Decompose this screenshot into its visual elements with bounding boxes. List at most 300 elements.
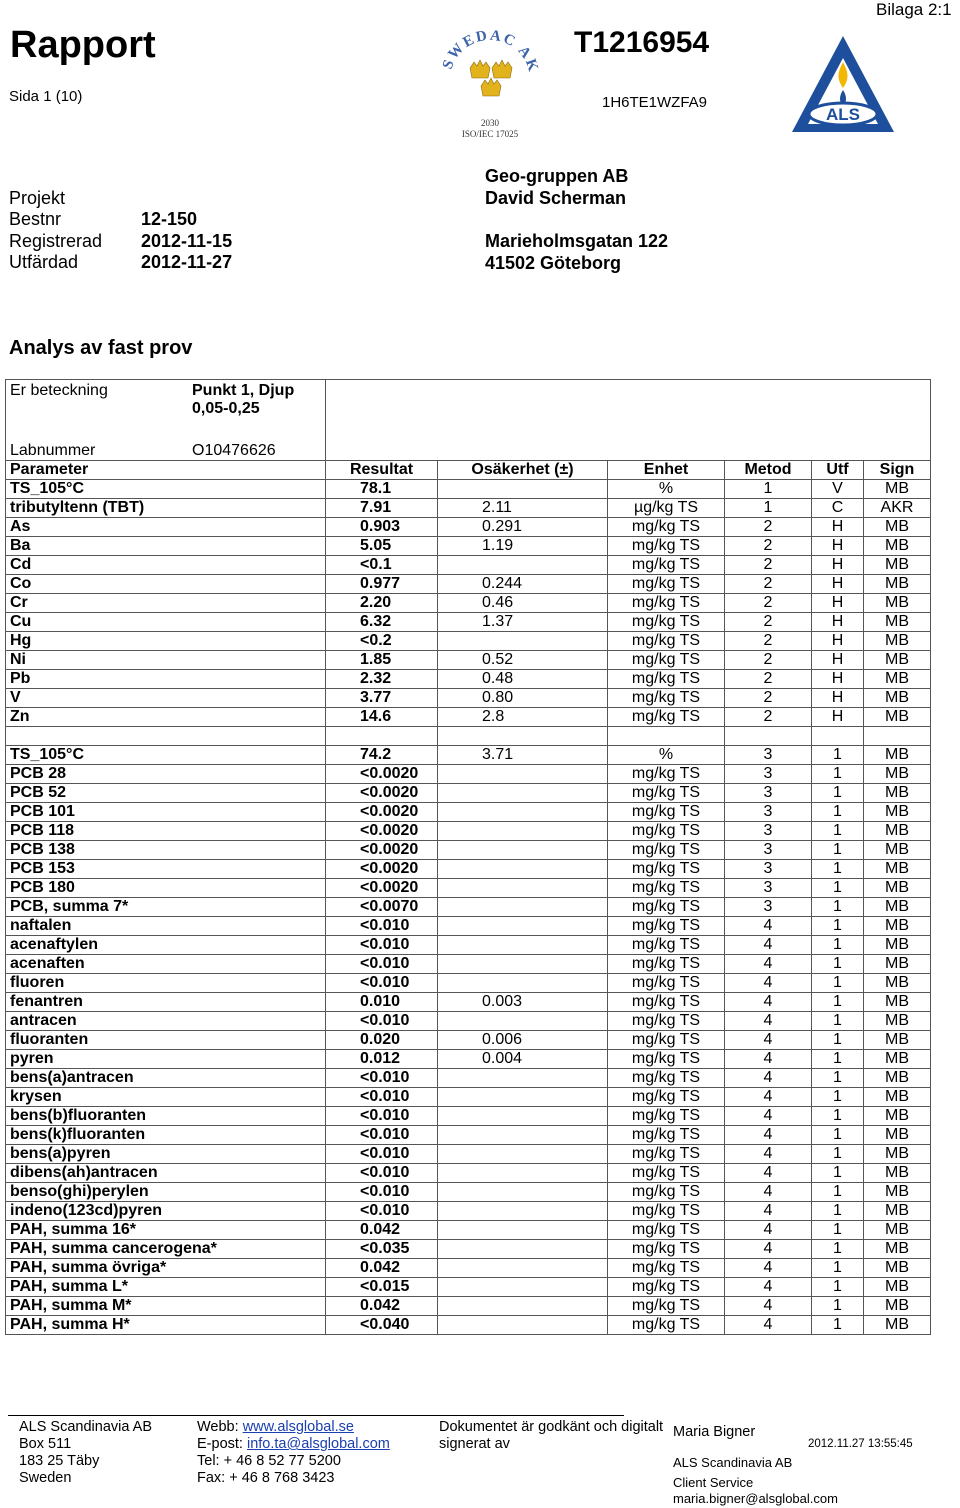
cell-parameter: PAH, summa 16* <box>6 1221 326 1240</box>
table-row <box>6 670 931 689</box>
cell-resultat: 2.20 <box>326 594 438 613</box>
cell-osakerhet <box>438 1069 608 1088</box>
cell-sign: MB <box>864 1297 931 1316</box>
cell-parameter: PCB 138 <box>6 841 326 860</box>
cell-osakerhet <box>438 1164 608 1183</box>
cell-resultat: <0.0020 <box>326 822 438 841</box>
cell-utf: H <box>812 632 864 651</box>
cell-osakerhet <box>438 1183 608 1202</box>
cell-enhet: mg/kg TS <box>608 1278 725 1297</box>
cell-utf: 1 <box>812 1297 864 1316</box>
cell-sign: MB <box>864 689 931 708</box>
cell-enhet: mg/kg TS <box>608 784 725 803</box>
cell-utf: 1 <box>812 1316 864 1335</box>
cell-osakerhet <box>438 879 608 898</box>
cell-osakerhet: 0.004 <box>438 1050 608 1069</box>
cell-enhet: mg/kg TS <box>608 670 725 689</box>
table-row <box>6 1202 931 1221</box>
cell-parameter: acenaftylen <box>6 936 326 955</box>
als-text: ALS <box>826 105 860 124</box>
cell-parameter: PAH, summa H* <box>6 1316 326 1335</box>
bestnr-label: Bestnr <box>9 209 62 229</box>
attachment-label: Bilaga 2:1 <box>876 0 952 19</box>
cell-metod: 2 <box>725 670 812 689</box>
cell-parameter: Pb <box>6 670 326 689</box>
table-row <box>6 537 931 556</box>
cell-utf: H <box>812 708 864 727</box>
table-row <box>6 1316 931 1335</box>
cell-utf: 1 <box>812 1259 864 1278</box>
cell-enhet: mg/kg TS <box>608 1164 725 1183</box>
cell-osakerhet <box>438 917 608 936</box>
table-row <box>6 708 931 727</box>
cell-resultat: 74.2 <box>326 746 438 765</box>
cell-parameter: fenantren <box>6 993 326 1012</box>
utfardad-value: 2012-11-27 <box>141 252 233 272</box>
col-header-metod: Metod <box>725 461 812 480</box>
cell-utf: 1 <box>812 1088 864 1107</box>
cell-osakerhet <box>438 1316 608 1335</box>
table-row <box>6 1278 931 1297</box>
table-row <box>6 651 931 670</box>
table-row <box>6 1050 931 1069</box>
cell-utf: 1 <box>812 1240 864 1259</box>
cell-sign: MB <box>864 632 931 651</box>
cell-osakerhet <box>438 898 608 917</box>
cell-enhet: mg/kg TS <box>608 917 725 936</box>
cell-enhet: mg/kg TS <box>608 879 725 898</box>
cell-utf: V <box>812 480 864 499</box>
cell-enhet: % <box>608 746 725 765</box>
cell-osakerhet <box>438 1297 608 1316</box>
email-link[interactable]: info.ta@alsglobal.com <box>246 1436 390 1452</box>
cell-metod: 4 <box>725 974 812 993</box>
cell-resultat: <0.010 <box>326 1183 438 1202</box>
cell-utf <box>812 727 864 746</box>
cell-parameter: PCB 101 <box>6 803 326 822</box>
cell-parameter: pyren <box>6 1050 326 1069</box>
cell-resultat: <0.0020 <box>326 841 438 860</box>
cell-osakerhet <box>438 556 608 575</box>
cell-metod: 4 <box>725 993 812 1012</box>
cell-parameter: fluoren <box>6 974 326 993</box>
cell-sign: MB <box>864 1316 931 1335</box>
cell-metod: 3 <box>725 841 812 860</box>
cell-resultat: <0.010 <box>326 1012 438 1031</box>
cell-resultat: 0.977 <box>326 575 438 594</box>
beteckning-line-1: Punkt 1, Djup <box>192 382 295 399</box>
cell-utf: 1 <box>812 765 864 784</box>
cell-metod: 3 <box>725 803 812 822</box>
cell-enhet <box>608 727 725 746</box>
table-row <box>6 727 931 746</box>
cell-resultat: <0.010 <box>326 1202 438 1221</box>
table-row <box>6 1088 931 1107</box>
cell-utf: H <box>812 575 864 594</box>
cell-osakerhet: 1.19 <box>438 537 608 556</box>
cell-parameter: TS_105°C <box>6 746 326 765</box>
signer-role: Client Service <box>673 1475 754 1490</box>
cell-sign: MB <box>864 860 931 879</box>
cell-osakerhet <box>438 784 608 803</box>
cell-osakerhet <box>438 1278 608 1297</box>
email-label: E-post: <box>197 1436 243 1452</box>
cell-sign: MB <box>864 1221 931 1240</box>
cell-parameter: acenaften <box>6 955 326 974</box>
cell-sign: MB <box>864 1088 931 1107</box>
cell-osakerhet <box>438 803 608 822</box>
table-header-row <box>6 461 931 480</box>
cell-metod: 4 <box>725 917 812 936</box>
cell-sign: MB <box>864 879 931 898</box>
cell-sign: MB <box>864 1183 931 1202</box>
col-header-resultat: Resultat <box>326 461 438 480</box>
cell-resultat: 3.77 <box>326 689 438 708</box>
cell-metod: 2 <box>725 518 812 537</box>
cell-metod: 2 <box>725 594 812 613</box>
cell-utf: 1 <box>812 860 864 879</box>
col-header-parameter: Parameter <box>6 461 326 480</box>
table-row <box>6 784 931 803</box>
sample-designation-row <box>6 380 931 443</box>
cell-sign: MB <box>864 822 931 841</box>
cell-sign: MB <box>864 898 931 917</box>
cell-metod: 4 <box>725 1164 812 1183</box>
table-row <box>6 518 931 537</box>
beteckning-label: Er beteckning <box>10 382 108 399</box>
cell-osakerhet: 0.291 <box>438 518 608 537</box>
cell-utf: 1 <box>812 1145 864 1164</box>
client-street: Marieholmsgatan 122 <box>485 231 669 251</box>
cell-utf: 1 <box>812 1164 864 1183</box>
cell-sign: MB <box>864 841 931 860</box>
cell-metod: 3 <box>725 784 812 803</box>
beteckning-line-2: 0,05-0,25 <box>192 400 260 417</box>
cell-sign: MB <box>864 708 931 727</box>
cell-enhet: mg/kg TS <box>608 1183 725 1202</box>
table-row <box>6 556 931 575</box>
cell-utf: 1 <box>812 784 864 803</box>
cell-metod: 2 <box>725 651 812 670</box>
table-row <box>6 632 931 651</box>
cell-resultat: <0.2 <box>326 632 438 651</box>
cell-enhet: mg/kg TS <box>608 651 725 670</box>
cell-utf: H <box>812 651 864 670</box>
cell-osakerhet <box>438 1240 608 1259</box>
labnummer-row <box>6 442 931 461</box>
results-table <box>5 379 931 1335</box>
cell-enhet: mg/kg TS <box>608 974 725 993</box>
cell-metod <box>725 727 812 746</box>
signer-name: Maria Bigner <box>673 1424 756 1440</box>
cell-enhet: mg/kg TS <box>608 1259 725 1278</box>
cell-metod: 1 <box>725 480 812 499</box>
cell-sign: MB <box>864 556 931 575</box>
cell-resultat: <0.010 <box>326 1088 438 1107</box>
col-header-enhet: Enhet <box>608 461 725 480</box>
cell-enhet: mg/kg TS <box>608 841 725 860</box>
cell-resultat: 0.042 <box>326 1297 438 1316</box>
cell-osakerhet <box>438 632 608 651</box>
cell-osakerhet <box>438 1126 608 1145</box>
cell-resultat: 0.903 <box>326 518 438 537</box>
footer-tel: Tel: + 46 8 52 77 5200 <box>197 1453 341 1469</box>
footer-web <box>197 1419 354 1436</box>
page-number: Sida 1 (10) <box>9 88 83 105</box>
table-row <box>6 1221 931 1240</box>
table-row <box>6 575 931 594</box>
cell-enhet: mg/kg TS <box>608 575 725 594</box>
cell-resultat: <0.010 <box>326 1145 438 1164</box>
cell-parameter: Cu <box>6 613 326 632</box>
cell-osakerhet <box>438 1012 608 1031</box>
cell-osakerhet <box>438 1107 608 1126</box>
cell-metod: 4 <box>725 1278 812 1297</box>
col-header-osakerhet: Osäkerhet (±) <box>438 461 608 480</box>
cell-enhet: mg/kg TS <box>608 708 725 727</box>
cell-sign: MB <box>864 480 931 499</box>
web-label: Webb: <box>197 1419 239 1435</box>
cell-utf: H <box>812 594 864 613</box>
cell-resultat: 0.012 <box>326 1050 438 1069</box>
cell-sign: MB <box>864 974 931 993</box>
table-row <box>6 1107 931 1126</box>
cell-utf: 1 <box>812 1031 864 1050</box>
cell-osakerhet <box>438 727 608 746</box>
cell-metod: 3 <box>725 898 812 917</box>
cell-metod: 4 <box>725 1316 812 1335</box>
cell-parameter: Co <box>6 575 326 594</box>
cell-parameter: Cd <box>6 556 326 575</box>
cell-resultat: <0.0070 <box>326 898 438 917</box>
cell-enhet: mg/kg TS <box>608 898 725 917</box>
signer-company: ALS Scandinavia AB <box>673 1455 793 1470</box>
cell-osakerhet: 0.52 <box>438 651 608 670</box>
cell-metod: 4 <box>725 1050 812 1069</box>
cell-enhet: mg/kg TS <box>608 1050 725 1069</box>
table-row <box>6 1259 931 1278</box>
cell-osakerhet <box>438 1145 608 1164</box>
cell-utf: 1 <box>812 1221 864 1240</box>
cell-osakerhet: 2.11 <box>438 499 608 518</box>
cell-enhet: mg/kg TS <box>608 1126 725 1145</box>
cell-metod: 2 <box>725 613 812 632</box>
cell-resultat: 78.1 <box>326 480 438 499</box>
cell-resultat: 0.020 <box>326 1031 438 1050</box>
cell-parameter: krysen <box>6 1088 326 1107</box>
cell-osakerhet: 0.244 <box>438 575 608 594</box>
cell-utf: H <box>812 556 864 575</box>
cell-resultat: <0.010 <box>326 1107 438 1126</box>
cell-parameter: bens(k)fluoranten <box>6 1126 326 1145</box>
cell-sign: MB <box>864 1164 931 1183</box>
cell-utf: 1 <box>812 822 864 841</box>
table-row <box>6 1126 931 1145</box>
registrerad-value: 2012-11-15 <box>141 231 233 251</box>
cell-enhet: mg/kg TS <box>608 1145 725 1164</box>
cell-osakerhet: 0.003 <box>438 993 608 1012</box>
cell-enhet: mg/kg TS <box>608 613 725 632</box>
table-row <box>6 594 931 613</box>
cell-enhet: mg/kg TS <box>608 1069 725 1088</box>
cell-parameter: PCB, summa 7* <box>6 898 326 917</box>
cell-metod: 4 <box>725 1259 812 1278</box>
cell-sign: MB <box>864 917 931 936</box>
cell-sign: MB <box>864 1012 931 1031</box>
cell-resultat: <0.010 <box>326 936 438 955</box>
cell-utf: 1 <box>812 1183 864 1202</box>
cell-metod: 4 <box>725 1012 812 1031</box>
cell-enhet: mg/kg TS <box>608 822 725 841</box>
cell-enhet: mg/kg TS <box>608 860 725 879</box>
cell-metod: 4 <box>725 1145 812 1164</box>
cell-osakerhet: 0.48 <box>438 670 608 689</box>
cell-parameter: PCB 28 <box>6 765 326 784</box>
cell-sign: MB <box>864 993 931 1012</box>
cell-osakerhet <box>438 1221 608 1240</box>
table-row <box>6 1031 931 1050</box>
cell-osakerhet: 0.46 <box>438 594 608 613</box>
cell-osakerhet <box>438 936 608 955</box>
cell-parameter: TS_105°C <box>6 480 326 499</box>
cell-resultat: <0.0020 <box>326 860 438 879</box>
cell-parameter: naftalen <box>6 917 326 936</box>
cell-metod: 4 <box>725 1183 812 1202</box>
approved-text-2: signerat av <box>439 1436 510 1452</box>
cell-metod: 2 <box>725 537 812 556</box>
cell-parameter: V <box>6 689 326 708</box>
cell-parameter: bens(a)pyren <box>6 1145 326 1164</box>
cell-metod: 4 <box>725 1126 812 1145</box>
cell-enhet: mg/kg TS <box>608 556 725 575</box>
client-contact: David Scherman <box>485 188 627 208</box>
cell-sign: MB <box>864 575 931 594</box>
cell-sign: MB <box>864 1278 931 1297</box>
cell-utf: 1 <box>812 1202 864 1221</box>
cell-enhet: mg/kg TS <box>608 594 725 613</box>
cell-parameter: Cr <box>6 594 326 613</box>
cell-metod: 2 <box>725 689 812 708</box>
cell-utf: C <box>812 499 864 518</box>
cell-utf: 1 <box>812 1012 864 1031</box>
cell-sign: MB <box>864 1202 931 1221</box>
cell-metod: 3 <box>725 746 812 765</box>
table-row <box>6 879 931 898</box>
cell-enhet: mg/kg TS <box>608 1297 725 1316</box>
cell-resultat <box>326 727 438 746</box>
cell-sign: MB <box>864 1031 931 1050</box>
table-row <box>6 898 931 917</box>
web-link[interactable]: www.alsglobal.se <box>242 1419 354 1435</box>
cell-enhet: mg/kg TS <box>608 1221 725 1240</box>
cell-sign: MB <box>864 594 931 613</box>
cell-utf: 1 <box>812 1126 864 1145</box>
cell-osakerhet <box>438 974 608 993</box>
cell-metod: 2 <box>725 556 812 575</box>
cell-parameter: Zn <box>6 708 326 727</box>
cell-enhet: mg/kg TS <box>608 936 725 955</box>
cell-osakerhet <box>438 860 608 879</box>
cell-sign: MB <box>864 955 931 974</box>
cell-utf: 1 <box>812 917 864 936</box>
cell-resultat: 7.91 <box>326 499 438 518</box>
cell-sign: MB <box>864 1240 931 1259</box>
cell-parameter: PCB 52 <box>6 784 326 803</box>
cell-metod: 4 <box>725 1069 812 1088</box>
table-row <box>6 955 931 974</box>
table-row <box>6 1069 931 1088</box>
cell-resultat: <0.0020 <box>326 784 438 803</box>
cell-resultat: 2.32 <box>326 670 438 689</box>
cell-enhet: % <box>608 480 725 499</box>
cell-enhet: mg/kg TS <box>608 803 725 822</box>
cell-resultat: 0.010 <box>326 993 438 1012</box>
approved-text-1: Dokumentet är godkänt och digitalt <box>439 1419 664 1435</box>
cell-resultat: <0.010 <box>326 917 438 936</box>
footer-fax: Fax: + 46 8 768 3423 <box>197 1470 335 1486</box>
cell-parameter: Hg <box>6 632 326 651</box>
cell-sign: MB <box>864 1145 931 1164</box>
cell-osakerhet: 2.8 <box>438 708 608 727</box>
cell-resultat: <0.035 <box>326 1240 438 1259</box>
cell-utf: 1 <box>812 746 864 765</box>
table-row <box>6 1240 931 1259</box>
cell-sign: MB <box>864 1069 931 1088</box>
cell-sign: MB <box>864 537 931 556</box>
client-city: 41502 Göteborg <box>485 253 622 273</box>
cell-sign: MB <box>864 1259 931 1278</box>
report-id: T1216954 <box>574 26 710 59</box>
section-title: Analys av fast prov <box>9 337 193 359</box>
cell-osakerhet <box>438 1202 608 1221</box>
cell-metod: 4 <box>725 1297 812 1316</box>
cell-metod: 4 <box>725 1031 812 1050</box>
cell-utf: 1 <box>812 955 864 974</box>
cell-parameter: PAH, summa L* <box>6 1278 326 1297</box>
cell-resultat: <0.010 <box>326 1164 438 1183</box>
cell-osakerhet: 1.37 <box>438 613 608 632</box>
table-row <box>6 480 931 499</box>
cell-resultat: 0.042 <box>326 1221 438 1240</box>
cell-sign: MB <box>864 613 931 632</box>
als-logo <box>788 32 898 136</box>
cell-resultat: <0.040 <box>326 1316 438 1335</box>
footer-email <box>197 1436 390 1453</box>
cell-resultat: <0.0020 <box>326 879 438 898</box>
cell-parameter <box>6 727 326 746</box>
document-code: 1H6TE1WZFA9 <box>602 94 708 111</box>
cell-parameter: Ba <box>6 537 326 556</box>
col-header-utf: Utf <box>812 461 864 480</box>
cell-parameter: PCB 153 <box>6 860 326 879</box>
registrerad-label: Registrerad <box>9 231 103 251</box>
cell-enhet: mg/kg TS <box>608 1240 725 1259</box>
cell-metod: 4 <box>725 1240 812 1259</box>
cell-resultat: <0.010 <box>326 1069 438 1088</box>
cell-enhet: mg/kg TS <box>608 537 725 556</box>
cell-sign: MB <box>864 1126 931 1145</box>
cell-sign: MB <box>864 1050 931 1069</box>
cell-resultat: <0.015 <box>326 1278 438 1297</box>
labnummer-label: Labnummer <box>10 442 96 459</box>
cell-metod: 2 <box>725 632 812 651</box>
cell-resultat: <0.1 <box>326 556 438 575</box>
table-row <box>6 1145 931 1164</box>
report-title: Rapport <box>10 24 156 66</box>
cell-enhet: mg/kg TS <box>608 1088 725 1107</box>
table-row <box>6 993 931 1012</box>
cell-sign: MB <box>864 651 931 670</box>
